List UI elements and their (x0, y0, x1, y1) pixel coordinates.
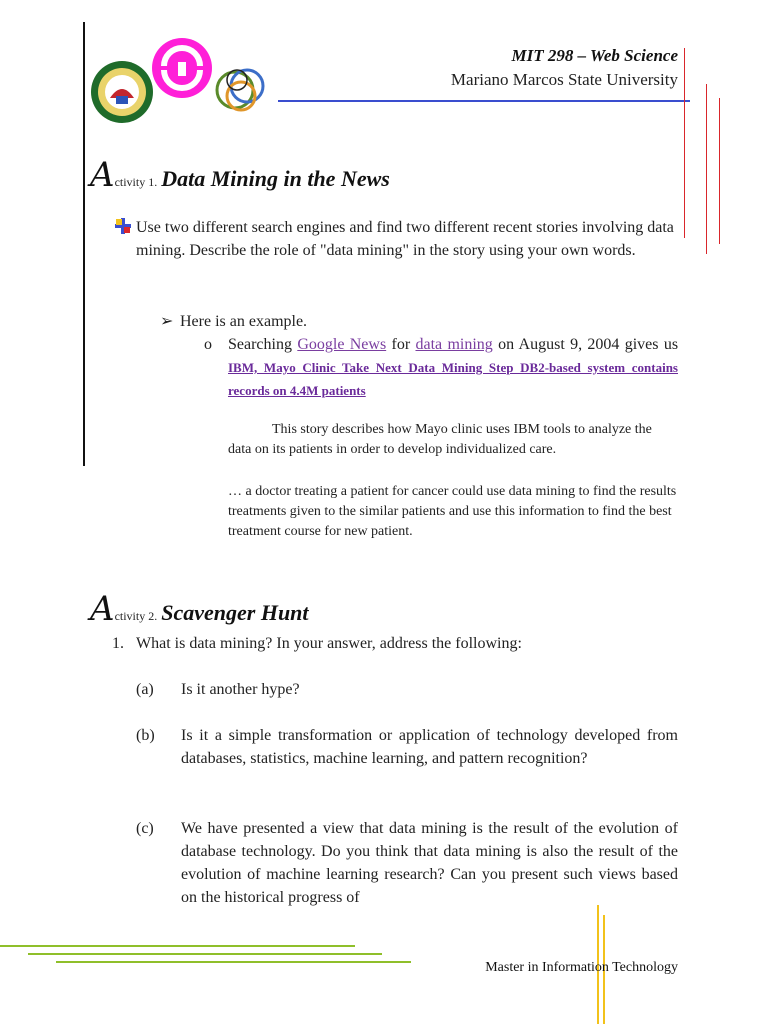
searching-word: Searching (228, 336, 292, 353)
left-margin-rule (83, 22, 85, 466)
university-name: Mariano Marcos State University (450, 70, 678, 89)
item-c-label: (c) (136, 820, 154, 837)
item-a-text: Is it another hype? (181, 681, 300, 698)
item-c-text: We have presented a view that data mining is the result of the evolution of database technology. Do you think that data mining is also the result of the evolution of machine learning research? Can you present such views based on the historical progress of (181, 820, 678, 906)
activity1-instruction: Use two different search engines and find two different recent stories involving data mining. Describe the role of "data mining" in the story using your own words. (136, 219, 674, 259)
date-text: on August 9, 2004 gives us (498, 336, 679, 353)
question1-number: 1. (112, 635, 124, 652)
example-intro: Here is an example. (180, 313, 308, 330)
arrow-bullet-icon: ➢ (160, 313, 174, 330)
example-sentence (228, 333, 678, 402)
activity2-initial: A (90, 589, 115, 629)
red-rule-1 (684, 48, 685, 238)
question1-text: What is data mining? In your answer, address the following: (136, 635, 522, 652)
red-rule-3 (719, 98, 720, 244)
item-a-label: (a) (136, 681, 154, 698)
activity2-heading (90, 589, 309, 629)
rings-logo (205, 52, 275, 122)
activity2-label: ctivity 2. (114, 609, 158, 623)
story-link[interactable]: IBM, Mayo Clinic Take Next Data Mining Step DB2-based system contains records on 4.4M patients (228, 360, 678, 398)
item-b-label: (b) (136, 727, 155, 744)
story-quote: … a doctor treating a patient for cancer could use data mining to find the results treatments given to the similar patients and use this information to find the best treatment course for new patient. (228, 484, 677, 539)
circle-bullet-icon: o (204, 336, 212, 353)
story-description: This story describes how Mayo clinic uses IBM tools to analyze the data on its patients in order to develop individualized care. (228, 422, 652, 457)
header-rule (278, 100, 690, 102)
activity1-initial: A (90, 155, 115, 195)
activity1-heading (90, 155, 390, 195)
footer-green-rule-2 (28, 953, 382, 955)
google-news-link[interactable]: Google News (297, 336, 387, 353)
data-mining-link[interactable]: data mining (415, 336, 493, 353)
for-word: for (391, 336, 411, 353)
university-seal-logo (90, 58, 154, 126)
footer-green-rule-1 (0, 945, 355, 947)
activity1-label: ctivity 1. (114, 175, 158, 189)
red-rule-2 (706, 84, 707, 254)
activity1-title: Data Mining in the News (161, 166, 390, 191)
footer-green-rule-3 (56, 961, 411, 963)
bullet-cross-icon (114, 217, 132, 235)
activity2-title: Scavenger Hunt (161, 600, 309, 625)
footer-text: Master in Information Technology (485, 960, 678, 975)
item-b-text: Is it a simple transformation or application of technology developed from databases, statistics, machine learning, and pattern recognition? (181, 727, 678, 767)
course-title: MIT 298 – Web Science (511, 46, 678, 65)
